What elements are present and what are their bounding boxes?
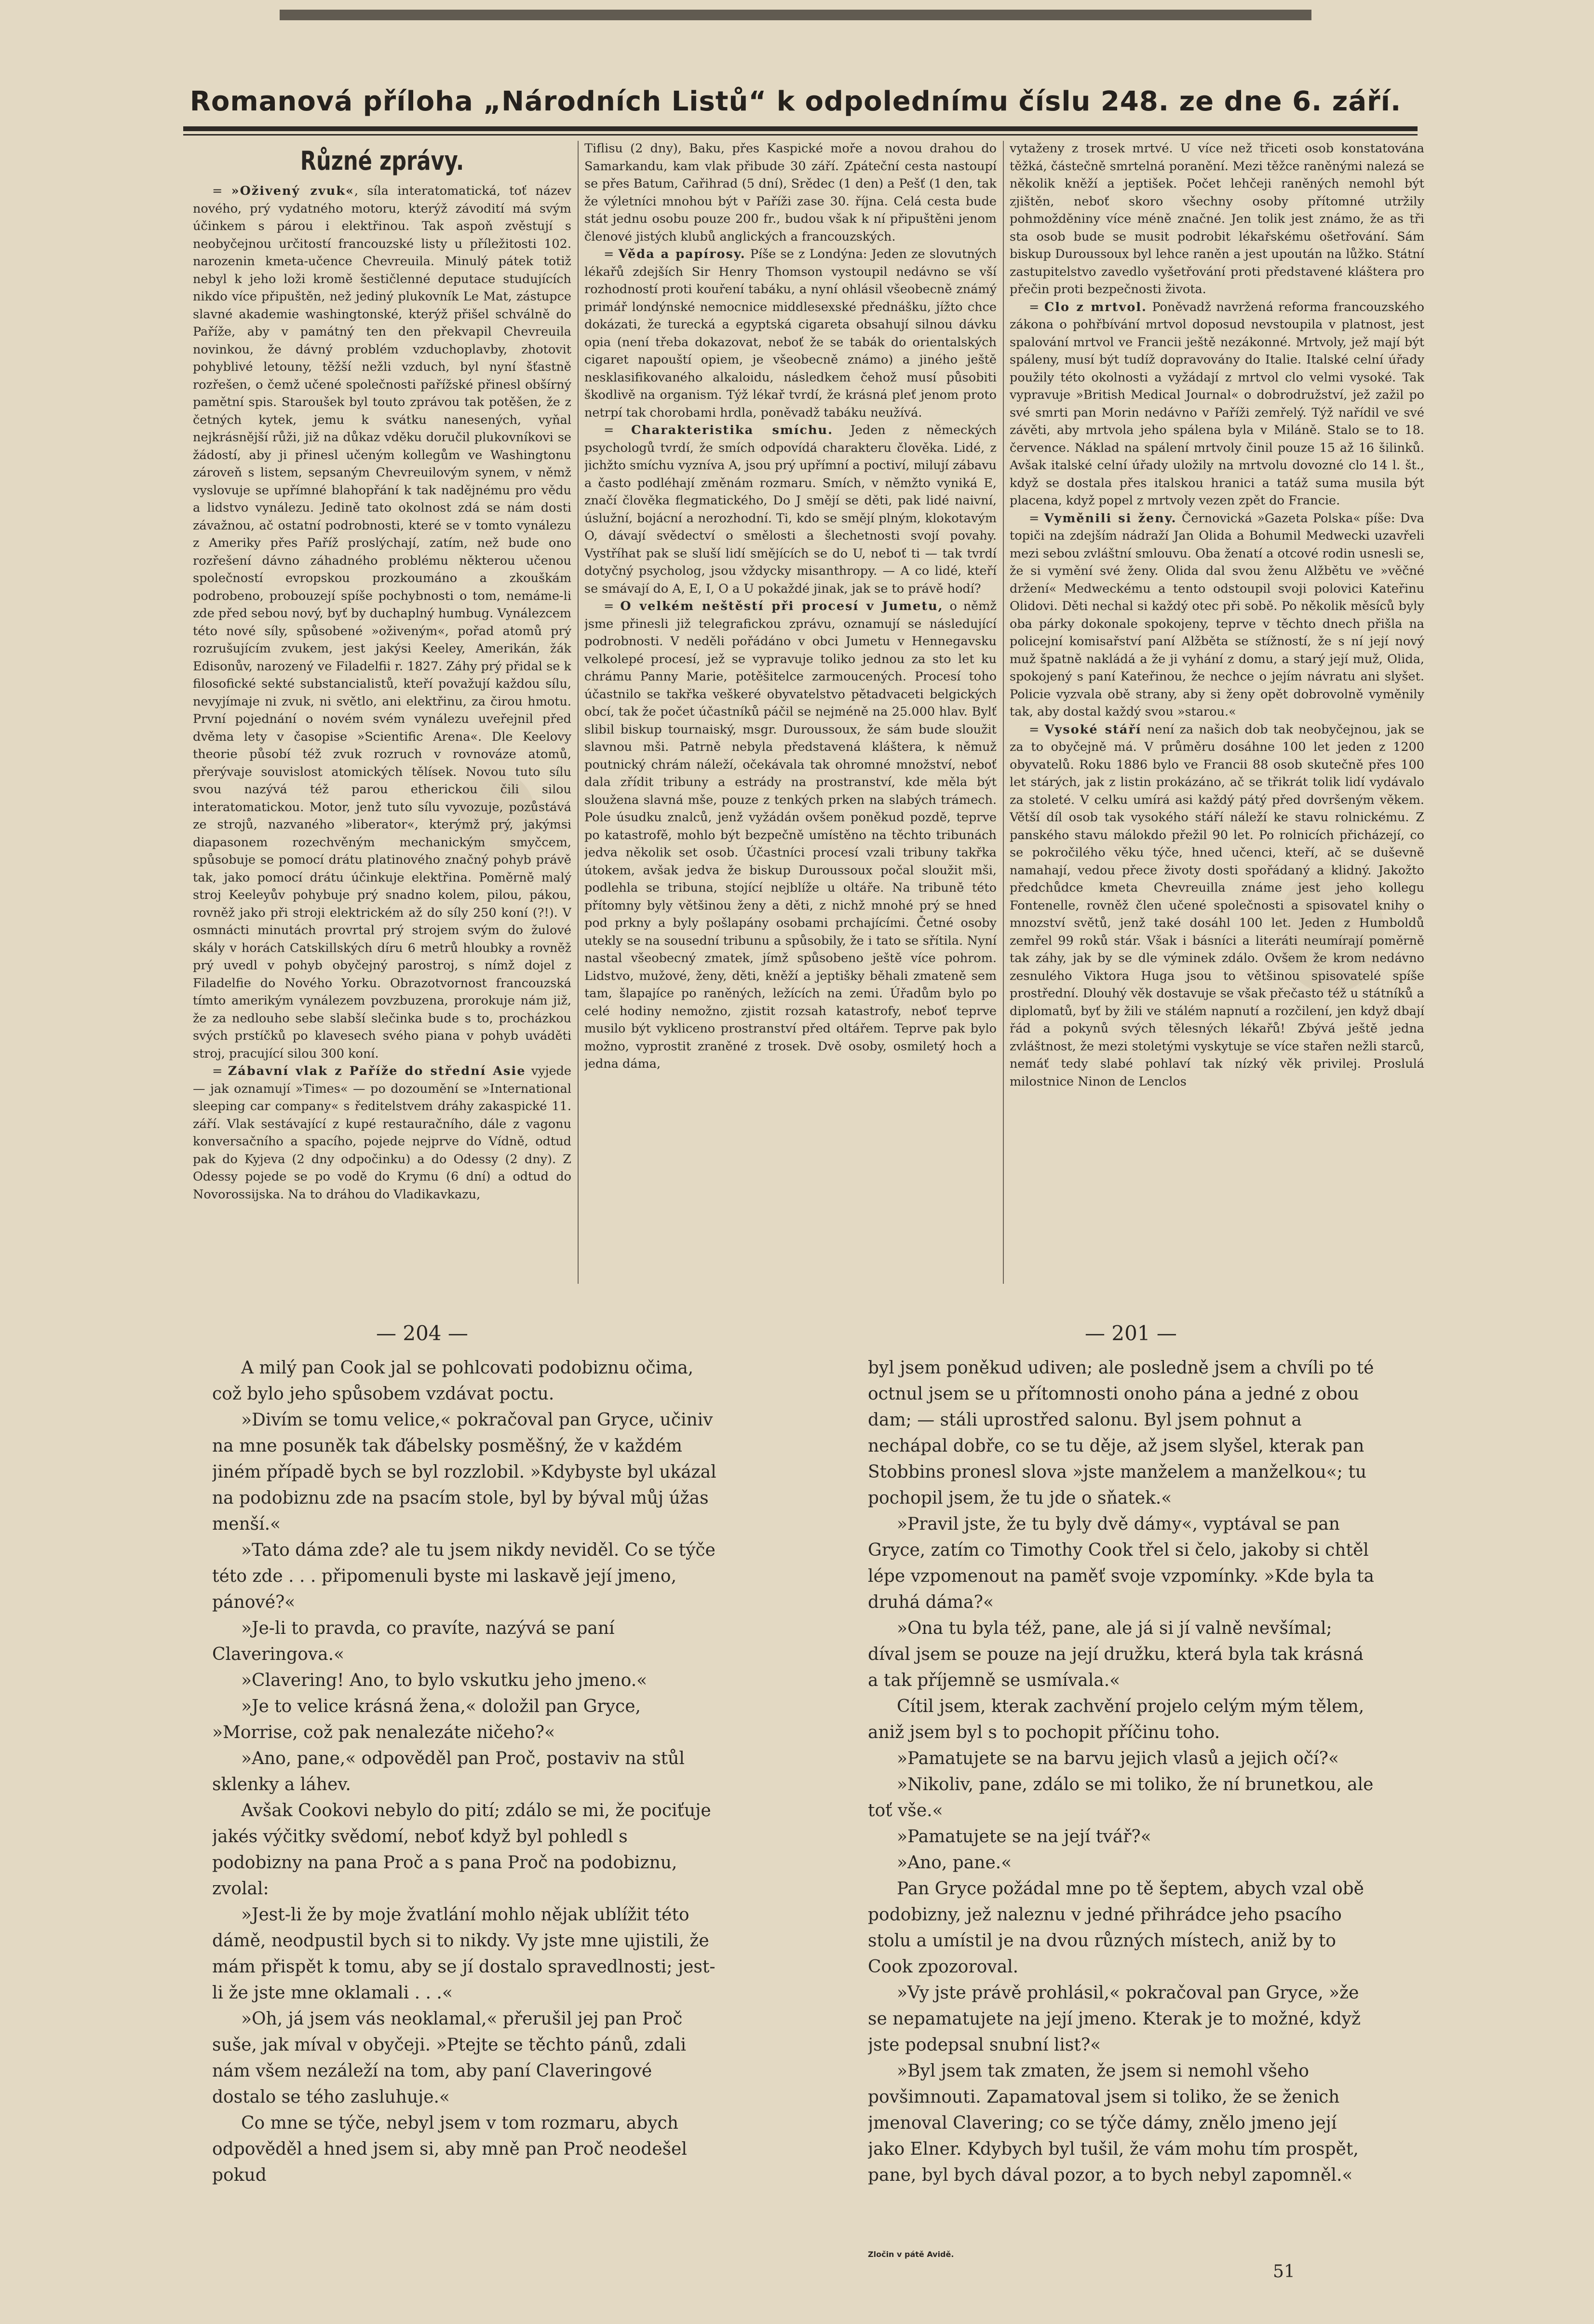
article-text: Píše se z Londýna: Jeden ze slovutných lékařů zdejších Sir Henry Thomson vystoupil nedávno se vší rozhodností proti kouření tabáku, a nyní ohlásil všeobecně známý primář londýnské nemocnice middlesexské přednášku, jížto chce dokázati, že turecká a egyptská cigareta obsahují silnou dávku opia (není třeba dokazovat, neboť že se tabák do orientalských cigaret napouští opiem, je všeobecně známo) a jiného ještě nesklasifikovaného alkaloidu, následkem čehož musí působiti škodlivě na organism. Týž lékař tvrdí, že krásná pleť jenom proto netrpí tak chorobami hrdla, poněvadž tabáku neužívá.: [584, 247, 997, 420]
column-divider: [1003, 141, 1004, 1284]
section-title: Různé zprávy.: [300, 146, 464, 176]
article-vymenili-si-zeny: = Vyměnili si ženy. Černovická »Gazeta Polska« píše: Dva topiči na zdejším nádraží Jan Olida a Bohumil Medwecki uzavřeli mezi sebou zvláštní smlouvu. Oba ženatí a otcové rodin usnesli se, že si vymění své ženy. Olida dal svou ženu Alžbětu ve »věčné držení« Medweckému a tento odstoupil svoji polovici Kateřinu Olidovi. Děti nechal si každý otec při sobě. Po několik měsíců byly oba párky dokonale spokojeny, teprve v těchto dnech přišla na policejní komisařství paní Alžběta se stížností, že s ní její nový muž špatně nakládá a že ji vyhání z domu, a starý její muž, Olida, spokojený s paní Kateřinou, že nechce o jejím návratu ani slyšet. Policie vyzvala obě strany, aby si ženy opět dobrovolně vyměnily tak, aby dostal každý svou »starou.«: [1010, 511, 1424, 719]
novel-excerpt-right: [868, 1355, 1374, 2252]
article-text: Černovická »Gazeta Polska« píše: Dva topiči na zdejším nádraží Jan Olida a Bohumil Medwecki uzavřeli mezi sebou zvláštní smlouvu. Oba ženatí a otcové rodin usnesli se, že si vymění své ženy. Olida dal svou ženu Alžbětu ve »věčné držení« Medweckému a tento odstoupil svoji polovici Kateřinu Olidovi. Děti nechal si každý otec při sobě. Po několik měsíců byly oba párky dokonale spokojeny, teprve v těchto dnech přišla na policejní komisařství paní Alžběta se stížností, že s ní její nový muž špatně nakládá a že ji vyhání z domu, a starý její muž, Olida, spokojený s paní Kateřinou, že nechce o jejím návratu ani slyšet. Policie vyzvala obě strany, aby si ženy opět dobrovolně vyměnily tak, aby dostal každý svou »starou.«: [1010, 511, 1424, 719]
article-keyword: Charakteristika smíchu.: [631, 423, 833, 437]
article-text: vyjede — jak oznamují »Times« — po dozoumění se »International sleeping car company« s ředitelstvem dráhy zakaspické 11. září. Vlak sestávající z kupé restauračního, dále z vagonu konversačního a spacího, pojede nejprve do Vídně, odtud pak do Kyjeva (2 dny odpočinku) a do Odessy (2 dny). Z Odessy pojede se po vodě do Krymu (6 dní) a odtud do Novorossijska. Na to dráhou do Vladikavkazu,: [193, 1064, 571, 1202]
top-edge-rule: [280, 10, 1311, 20]
article-text: o němž jsme přinesli již telegrafickou zprávu, oznamují se následující podrobnosti. V neděli pořádáno v obci Jumetu v Hennegavsku velkolepé procesí, jež se vypravuje toliko jednou za sto let ku chrámu Panny Marie, potěšitelce zarmoucených. Procesí toho účastnilo se takřka veškeré obyvatelstvo pětadvaceti belgických obcí, tak že počet účastníků páčil se nejméně na 25.000 hlav. Bylť slibil biskup tournaiský, msgr. Duroussoux, že sám bude sloužit slavnou mši. Patrně nebyla představená kláštera, k němuž poutnický chrám náleží, očekávala tak ohromné množství, neboť dala zřídit tribuny a estrády na prostranství, kde měla být sloužena slavná mše, pouze z tenkých prken na slabých trámech. Pole úsudku znalců, jenž vyžádán ovšem poněkud pozdě, teprve po katastrofě, mohlo být bezpečně umístěno na těchto tribunách jedva několik set osob. Účastníci procesí vzali tribuny takřka útokem, avšak jedva že biskup Duroussoux počal sloužit mši, podlehla se tribuna, stojící nejblíže u oltáře. Na tribuně této přítomny byly většinou ženy a děti, z nichž mnohé prý se hned pod prkny a byly pošlapány osobami prchajícími. Četné osoby utekly se na sousední tribunu a spůsobily, že i tato se sřítila. Nyní nastal všeobecný zmatek, jímž spůsobeno ještě více pohrom. Lidstvo, mužové, ženy, děti, kněží a jeptišky běhali zmateně sem tam, šlapajíce po raněných, ležících na zemi. Úřadům bylo po celé hodiny nemožno, zjistit rozsah katastrofy, neboť teprve musilo být vykliceno prostranství před oltářem. Teprve pak bylo možno, vyprostit zraněné z trosek. Dvě osoby, osmiletý hoch a jedna dáma,: [584, 599, 997, 1071]
story-paragraph: »Je to velice krásná žena,« doložil pan Gryce, »Morrise, což pak nenalezáte ničeho?«: [212, 1697, 641, 1742]
story-paragraph: »Ano, pane.«: [897, 1853, 1012, 1873]
story-paragraph: A milý pan Cook jal se pohlcovati podobiznu očima, což bylo jeho spůsobem vzdávat poctu.: [212, 1358, 694, 1404]
sheet-number: 51: [1273, 2262, 1295, 2282]
header-rule-thin: [183, 134, 1418, 136]
article-text: Poněvadž navržená reforma francouzského zákona o pohřbívání mrtvol doposud nevstoupila v platnost, jest spalování mrtvol ve Francii ještě nezákonné. Mrtvoly, jež mají být spáleny, musí být tudíž dopravovány do Italie. Italské celní úřady použily této okolnosti a vyžádají z mrtvol clo velmi vysoké. Tak vypravuje »British Medical Journal« o dobrodružství, jež zažil po své smrti pan Morin nedávno v Paříži zemřelý. Týž nařídil ve své závěti, aby mrtvola jeho spálena byla v Miláně. Stalo se to 18. července. Náklad na spálení mrtvoly činil pouze 15 až 16 šilinků. Avšak italské celní úřady uložily na mrtvolu dovozné clo 14 l. št., když se dostala přes italskou hranici a tatáž suma musila být placena, když popel z mrtvoly vezen zpět do Francie.: [1010, 299, 1424, 508]
story-paragraph: Co mne se týče, nebyl jsem v tom rozmaru, abych odpověděl a hned jsem si, aby mně pan Proč neodešel pokud: [212, 2113, 687, 2185]
story-paragraph: Cítil jsem, kterak zachvění projelo celým mým tělem, aniž jsem byl s to pochopit příčinu toho.: [868, 1697, 1364, 1742]
story-paragraph: »Vy jste právě prohlásil,« pokračoval pan Gryce, »že se nepamatujete na její jmeno. Kterak je to možné, když jste podepsal snubní list?«: [868, 1983, 1361, 2055]
article-text: Jeden z německých psychologů tvrdí, že smích odpovídá charakteru člověka. Lidé, z jichžto smíchu vyzníva A, jsou prý upřímní a poctiví, milují zábavu a často podléhají změnám rozmaru. Smích, v němžto vyniká E, značí člověka flegmatického, Do J smějí se děti, pak lidé naivní, úslužní, bojácní a nerozhodní. Ti, kdo se smějí plným, klokotavým O, dávají svědectví o smělosti a šlechetnosti svojí povahy. Vystříhat pak se sluší lidí smějících se do U, neboť ti — tak tvrdí dotyčný psycholog, jsou vždycky misanthropy. — A co lidé, kteří se smávají do A, E, I, O a U pokaždé jinak, jak se to právě hodí?: [584, 423, 997, 596]
right-column: [1010, 140, 1424, 1283]
article-text: není za našich dob tak neobyčejnou, jak se za to obyčejně má. V průměru dosáhne 100 let jeden z 1200 obyvatelů. Roku 1886 bylo ve Francii 88 osob skutečně přes 100 let stárých, jak z listin prokázáno, ač se třikrát tolik lidí vydávalo za stoleté. V celku umírá asi každý pátý před dovršeným věkem. Větší díl osob tak vysokého stáří náleží ke stavu rolnickému. Z panského stavu málokdo přežil 90 let. Po rolnicích přicházejí, co se pokročilého věku týče, hned učenci, kteří, ač se duševně namahají, vedou přece životy dosti spořádaný a klidný. Jakožto předchůdce kmeta Chevreuilla známe jest jeho kollegu Fontenelle, rovněž člen učené společnosti a spisovatel knihy o mnozství světů, jenž také dosáhl 100 let. Jeden z Humboldů zemřel 99 roků stár. Však i básníci a literáti neumírají poměrně tak záhy, jak by se dle výminek zdálo. Ovšem že krom nedávno zesnulého Viktora Huga jsou to většinou spisovatelé spíše prostřední. Dlouhý věk dostavuje se však přečasto též u státníků a diplomatů, byť by žili ve stálém napnutí a rozčilení, jen když dbají řád a pokynů svých tělesných lékařů! Zbývá ještě jedna zvláštnost, že mezi stoletými vyskytuje se více stařen nežli starců, nemáť tedy slabé pohlaví tak nízký věk privilej. Proslulá milostnice Ninon de Lenclos: [1010, 722, 1424, 1089]
article-keyword: Clo z mrtvol.: [1044, 299, 1147, 314]
story-paragraph: »Je-li to pravda, co pravíte, nazývá se paní Claveringova.«: [212, 1618, 615, 1664]
article-continuation: vytaženy z trosek mrtvé. U více než třiceti osob konstatována těžká, částečně smrtelná poranění. Mezi těžce raněnými nalezá se několik kněží a jeptišek. Počet lehčeji raněných nemohl být zjištěn, neboť skoro všechny osoby přítomné utržily pohmožděniny více méně značné. Jen tolik jest známo, že as tři sta osob bude se musit podrobit lékařskému ošetřování. Sám biskup Duroussoux byl lehce raněn a jest upoután na lůžko. Státní zastupitelstvo zavedlo vyšetřování proti představené kláštera pro přečin proti bezpečnosti života.: [1010, 141, 1424, 297]
article-zabavni-vlak: = Zábavní vlak z Paříže do střední Asie vyjede — jak oznamují »Times« — po dozoumění se »International sleeping car company« s ředitelstvem dráhy zakaspické 11. září. Vlak sestávající z kupé restauračního, dále z vagonu konversačního a spacího, pojede nejprve do Vídně, odtud pak do Kyjeva (2 dny odpočinku) a do Odessy (2 dny). Z Odessy pojede se po vodě do Krymu (6 dní) a odtud do Novorossijska. Na to dráhou do Vladikavkazu,: [193, 1064, 571, 1202]
article-oziveny-zvuk: = »Oživený zvuk«, síla interatomatická, toť název nového, prý vydatného motoru, kterýž závodití má svým účinkem s párou i elektřinou. Tak aspoň zvěstují s neobyčejnou určitostí francouzské listy u příležitosti 102. narozenin kmeta-učence Chevreuila. Minulý pátek totiž nebyl k jeho loži kromě šestičlenné deputace studujících nikdo více připuštěn, než jediný plukovník Le Mat, zástupce slavné akademie washingtonské, kterýž přišel schválně do Paříže, aby v památný ten den překvapil Chevreuila novinkou, že dávný problém vzduchoplavby, zhotovit pohyblivé letouny, těžší nežli vzduch, byl nyní šťastně rozřešen, o čemž učené společnosti pařížské přinesl obšírný pamětní spis. Staroušek byl touto zprávou tak potěšen, že z četných kytek, jemu k svátku nanesených, vyňal nejkrásnější růži, již na důkaz vděku doručil plukovníkovi se žádostí, aby ji přinesl učeným kollegům ve Washingtonu zároveň s listem, sepsaným Chevreuilovým synem, v němž vyslovuje se upřímné blahopřání k tak nadějnému pro vědu a lidstvo vynálezu. Jedině tato okolnost zdá se nám dosti závažnou, ač ostatní podrobnosti, které se v tomto vynálezu z Ameriky přes Paříž proslýchají, zatím, než bude ono rozřešení dávno záhadného problému některou učenou společností evropskou prozkoumáno a zkouškám podrobeno, probouzejí spíše pochybnosti o tom, nemáme-li zde před sebou nový, byť by duchaplný humbug. Vynálezcem této nové síly, spůsobené »oživeným«, pořad atomů prý rozrušujícím zvukem, jest jakýsi Keeley, Amerikán, žák Edisonův, narozený ve Filadelfii r. 1827. Záhy prý přidal se k filosofické sekté substancialistů, kteří považují každou sílu, nevyjímaje ni zvuk, ni světlo, ani elektřinu, za čirou hmotu. První pojednání o novém svém vynálezu uveřejnil před dvěma lety v časopise »Scientific Arena«. Dle Keelovy theorie působí též zvuk rozruch v rovnováze atomů, přerývaje souvislost atomických tělísek. Novou tuto sílu svou nazývá též parou etherickou čili silou interatomatickou. Motor, jenž tuto sílu vyvozuje, pozůstává ze strojů, nazvaného »liberator«, kterýmž prý, jakýmsi diapasonem rozechvěným mechanickým smyčcem, spůsobuje se pomocí drátu platinového značný pohyb právě tak, jako pomocí drátu účinkuje elektřina. Poměrně malý stroj Keeleyův pohybuje prý snadno kolem, pilou, pákou, rovněž jako při stroji elektrickém až do síly 250 koní (?!). V osmnácti minutách provrtal prý strojem svým do žulové skály v horách Catskillských díru 6 metrů hloubky a rovněž prý uvedl v pohyb obyčejný parostroj, s nímž dojel z Filadelfie do Nového Yorku. Obrazotvornost francouzská tímto amerikým vynálezem povzbuzena, prorokuje nám již, že za nedlouho sebe slabší slečinka bude s to, procházkou svých prstíčků po klavesech svého piana v pohyb uváděti stroj, pracující silou 300 koní.: [193, 184, 571, 1061]
article-keyword: »Oživený zvuk«: [231, 184, 354, 198]
left-column: [193, 140, 571, 1283]
story-paragraph: Avšak Cookovi nebylo do pití; zdálo se mi, že pociťuje jakés výčitky svědomí, neboť když byl pohledl s podobizny na pana Proč a s pana Proč na podobiznu, zvolal:: [212, 1801, 711, 1899]
story-paragraph: byl jsem poněkud udiven; ale posledně jsem a chvíli po té octnul jsem se u přítomnosti onoho pána a jedné z obou dam; — stáli uprostřed salonu. Byl jsem pohnut a nechápal dobře, co se tu děje, až jsem slyšel, kterak pan Stobbins pronesl slova »jste manželem a manželkou«; tu pochopil jsem, že tu jde o sňatek.«: [868, 1358, 1374, 1508]
article-keyword: Vysoké stáří: [1044, 722, 1142, 737]
story-paragraph: »Pamatujete se na její tvář?«: [897, 1827, 1151, 1847]
story-paragraph: »Nikoliv, pane, zdálo se mi toliko, že ní brunetkou, ale toť vše.«: [868, 1775, 1374, 1821]
article-keyword: Vyměnili si ženy.: [1044, 511, 1177, 526]
header-rule: [183, 126, 1418, 131]
story-paragraph: »Oh, já jsem vás neoklamal,« přerušil jej pan Proč suše, jak míval v obyčeji. »Ptejte se těchto pánů, zdali nám všem nezáleží na tom, aby paní Claveringové dostalo se tého zasluhuje.«: [212, 2009, 687, 2107]
story-paragraph: »Divím se tomu velice,« pokračoval pan Gryce, učiniv na mne posuněk tak ďábelsky posměšný, že v každém jiném případě bych se byl rozzlobil. »Kdybyste byl ukázal na podobiznu zde na psacím stole, byl by býval můj úžas menší.«: [212, 1410, 716, 1534]
article-charakteristika-smichu: = Charakteristika smíchu. Jeden z německých psychologů tvrdí, že smích odpovídá charakteru člověka. Lidé, z jichžto smíchu vyzníva A, jsou prý upřímní a poctiví, milují zábavu a často podléhají změnám rozmaru. Smích, v němžto vyniká E, značí člověka flegmatického, Do J smějí se děti, pak lidé naivní, úslužní, bojácní a nerozhodní. Ti, kdo se smějí plným, klokotavým O, dávají svědectví o smělosti a šlechetnosti svojí povahy. Vystříhat pak se sluší lidí smějících se do U, neboť ti — tak tvrdí dotyčný psycholog, jsou vždycky misanthropy. — A co lidé, kteří se smávají do A, E, I, O a U pokaždé jinak, jak se to právě hodí?: [584, 423, 997, 596]
article-continuation: Tiflisu (2 dny), Baku, přes Kaspické moře a novou drahou do Samarkandu, kam vlak přibude 30 září. Zpáteční cesta nastoupí se přes Batum, Cařihrad (5 dní), Srědec (1 den) a Pešť (1 den, tak že výletníci mnohou být v Paříži zase 30. října. Celá cesta bude stát jednu osobu pouze 200 fr., budou však k ní připuštěni jenom členové jistých klubů anglických a francouzských.: [584, 141, 997, 244]
article-clo-z-mrtvol: = Clo z mrtvol. Poněvadž navržená reforma francouzského zákona o pohřbívání mrtvol doposud nevstoupila v platnost, jest spalování mrtvol ve Francii ještě nezákonné. Mrtvoly, jež mají být spáleny, musí být tudíž dopravovány do Italie. Italské celní úřady použily této okolnosti a vyžádají z mrtvol clo velmi vysoké. Tak vypravuje »British Medical Journal« o dobrodružství, jež zažil po své smrti pan Morin nedávno v Paříži zemřelý. Týž nařídil ve své závěti, aby mrtvola jeho spálena byla v Miláně. Stalo se to 18. července. Náklad na spálení mrtvoly činil pouze 15 až 16 šilinků. Avšak italské celní úřady uložily na mrtvolu dovozné clo 14 l. št., když se dostala přes italskou hranici a tatáž suma musila být placena, když popel z mrtvoly vezen zpět do Francie.: [1010, 299, 1424, 508]
story-paragraph: Pan Gryce požádal mne po tě šeptem, abych vzal obě podobizny, jež naleznu v jedné přihrádce jeho psacího stolu a umístil je na dvou různých místech, aniž by to Cook zpozoroval.: [868, 1879, 1364, 1977]
story-paragraph: »Byl jsem tak zmaten, že jsem si nemohl všeho povšimnouti. Zapamatoval jsem si toliko, že se ženich jmenoval Clavering; co se týče dámy, znělo jmeno její jako Elner. Kdybych byl tušil, že vám mohu tím prospět, pane, byl bych dával pozor, a to bych nebyl zapomněl.«: [868, 2061, 1359, 2185]
column-divider: [578, 141, 579, 1284]
middle-column: [584, 140, 997, 1283]
page-number-right: — 201 —: [1085, 1321, 1177, 1345]
article-vysoke-stari: = Vysoké stáří není za našich dob tak neobyčejnou, jak se za to obyčejně má. V průměru dosáhne 100 let jeden z 1200 obyvatelů. Roku 1886 bylo ve Francii 88 osob skutečně přes 100 let stárých, jak z listin prokázáno, ač se třikrát tolik lidí vydávalo za stoleté. V celku umírá asi každý pátý před dovršeným věkem. Větší díl osob tak vysokého stáří náleží ke stavu rolnickému. Z panského stavu málokdo přežil 90 let. Po rolnicích přicházejí, co se pokročilého věku týče, hned učenci, kteří, ač se duševně namahají, vedou přece životy dosti spořádaný a klidný. Jakožto předchůdce kmeta Chevreuilla známe jest jeho kollegu Fontenelle, rovněž člen učené společnosti a spisovatel knihy o mnozství světů, jenž také dosáhl 100 let. Jeden z Humboldů zemřel 99 roků stár. Však i básníci a literáti neumírají poměrně tak záhy, jak by se dle výminek zdálo. Ovšem že krom nedávno zesnulého Viktora Huga jsou to většinou spisovatelé spíše prostřední. Dlouhý věk dostavuje se však přečasto též u státníků a diplomatů, byť by žili ve stálém napnutí a rozčilení, jen když dbají řád a pokynů svých tělesných lékařů! Zbývá ještě jedna zvláštnost, že mezi stoletými vyskytuje se více stařen nežli starců, nemáť tedy slabé pohlaví tak nízký věk privilej. Proslulá milostnice Ninon de Lenclos: [1010, 722, 1424, 1089]
article-keyword: O velkém neštěstí při procesí v Jumetu,: [620, 599, 944, 613]
story-paragraph: »Pravil jste, že tu byly dvě dámy«, vyptával se pan Gryce, zatím co Timothy Cook třel si čelo, jakoby si chtěl lépe vzpomenout na paměť svoje vzpomínky. »Kde byla ta druhá dáma?«: [868, 1514, 1374, 1612]
story-paragraph: »Jest-li že by moje žvatlání mohlo nějak ublížit této dámě, neodpustil bych si to nikdy. Vy jste mne ujistili, že mám přispět k tomu, aby se jí dostalo spravedlnosti; jest-li že jste mne oklamali . . .«: [212, 1905, 716, 2003]
story-paragraph: »Ona tu byla též, pane, ale já si jí valně nevšímal; díval jsem se pouze na její družku, která byla tak krásná a tak příjemně se usmívala.«: [868, 1618, 1364, 1690]
article-nestesti-jumet: = O velkém neštěstí při procesí v Jumetu, o němž jsme přinesli již telegrafickou zprávu, oznamují se následující podrobnosti. V neděli pořádáno v obci Jumetu v Hennegavsku velkolepé procesí, jež se vypravuje toliko jednou za sto let ku chrámu Panny Marie, potěšitelce zarmoucených. Procesí toho účastnilo se takřka veškeré obyvatelstvo pětadvaceti belgických obcí, tak že počet účastníků páčil se nejméně na 25.000 hlav. Bylť slibil biskup tournaiský, msgr. Duroussoux, že sám bude sloužit slavnou mši. Patrně nebyla představená kláštera, k němuž poutnický chrám náleží, očekávala tak ohromné množství, neboť dala zřídit tribuny a estrády na prostranství, kde měla být sloužena slavná mše, pouze z tenkých prken na slabých trámech. Pole úsudku znalců, jenž vyžádán ovšem poněkud pozdě, teprve po katastrofě, mohlo být bezpečně umístěno na těchto tribunách jedva několik set osob. Účastníci procesí vzali tribuny takřka útokem, avšak jedva že biskup Duroussoux počal sloužit mši, podlehla se tribuna, stojící nejblíže u oltáře. Na tribuně této přítomny byly většinou ženy a děti, z nichž mnohé prý se hned pod prkny a byly pošlapány osobami prchajícími. Četné osoby utekly se na sousední tribunu a spůsobily, že i tato se sřítila. Nyní nastal všeobecný zmatek, jímž spůsobeno ještě více pohrom. Lidstvo, mužové, ženy, děti, kněží a jeptišky běhali zmateně sem tam, šlapajíce po raněných, ležících na zemi. Úřadům bylo po celé hodiny nemožno, zjistit rozsah katastrofy, neboť teprve musilo být vykliceno prostranství před oltářem. Teprve pak bylo možno, vyprostit zraněné z trosek. Dvě osoby, osmiletý hoch a jedna dáma,: [584, 599, 997, 1071]
story-paragraph: »Clavering! Ano, to bylo vskutku jeho jmeno.«: [241, 1671, 648, 1690]
story-paragraph: »Ano, pane,« odpověděl pan Proč, postaviv na stůl sklenky a láhev.: [212, 1749, 685, 1794]
article-keyword: Věda a papírosy.: [618, 247, 746, 261]
novel-excerpt-left: [212, 1355, 718, 2252]
article-keyword: Zábavní vlak z Paříže do střední Asie: [228, 1064, 526, 1078]
footer-signature: Zločin v pátě Avidě.: [868, 2250, 954, 2259]
story-paragraph: »Tato dáma zde? ale tu jsem nikdy neviděl. Co se týče této zde . . . připomenuli byste mi laskavě její jmeno, pánové?«: [212, 1540, 716, 1612]
page-header: Romanová příloha „Národních Listů“ k odpolednímu číslu 248. ze dne 6. září.: [189, 86, 1402, 117]
story-paragraph: »Pamatujete se na barvu jejich vlasů a jejich očí?«: [897, 1749, 1339, 1768]
article-veda-papirosy: = Věda a papírosy. Píše se z Londýna: Jeden ze slovutných lékařů zdejších Sir Henry Thomson vystoupil nedávno se vší rozhodností proti kouření tabáku, a nyní ohlásil všeobecně známý primář londýnské nemocnice middlesexské přednášku, jížto chce dokázati, že turecká a egyptská cigareta obsahují silnou dávku opia (není třeba dokazovat, neboť že se tabák do orientalských cigaret napouští opiem, je všeobecně známo) a jiného ještě nesklasifikovaného alkaloidu, následkem čehož musí působiti škodlivě na organism. Týž lékař tvrdí, že krásná pleť jenom proto netrpí tak chorobami hrdla, poněvadž tabáku neužívá.: [584, 247, 997, 420]
article-text: , síla interatomatická, toť název nového, prý vydatného motoru, kterýž závodití má svým účinkem s párou i elektřinou. Tak aspoň zvěstují s neobyčejnou určitostí francouzské listy u příležitosti 102. narozenin kmeta-učence Chevreuila. Minulý pátek totiž nebyl k jeho loži kromě šestičlenné deputace studujících nikdo více připuštěn, než jediný plukovník Le Mat, zástupce slavné akademie washingtonské, kterýž přišel schválně do Paříže, aby v památný ten den překvapil Chevreuila novinkou, že dávný problém vzduchoplavby, zhotovit pohyblivé letouny, těžší nežli vzduch, byl nyní šťastně rozřešen, o čemž učené společnosti pařížské přinesl obšírný pamětní spis. Staroušek byl touto zprávou tak potěšen, že z četných kytek, jemu k svátku nanesených, vyňal nejkrásnější růži, již na důkaz vděku doručil plukovníkovi se žádostí, aby ji přinesl učeným kollegům ve Washingtonu zároveň s listem, sepsaným Chevreuilovým synem, v němž vyslovuje se upřímné blahopřání k tak nadějnému pro vědu a lidstvo vynálezu. Jedině tato okolnost zdá se nám dosti závažnou, ač ostatní podrobnosti, které se v tomto vynálezu z Ameriky přes Paříž proslýchají, zatím, než bude ono rozřešení dávno záhadného problému některou učenou společností evropskou prozkoumáno a zkouškám podrobeno, probouzejí spíše pochybnosti o tom, nemáme-li zde před sebou nový, byť by duchaplný humbug. Vynálezcem této nové síly, spůsobené »oživeným«, pořad atomů prý rozrušujícím zvukem, jest jakýsi Keeley, Amerikán, žák Edisonův, narozený ve Filadelfii r. 1827. Záhy prý přidal se k filosofické sekté substancialistů, kteří považují každou sílu, nevyjímaje ni zvuk, ni světlo, ani elektřinu, za čirou hmotu. První pojednání o novém svém vynálezu uveřejnil před dvěma lety v časopise »Scientific Arena«. Dle Keelovy theorie působí též zvuk rozruch v rovnováze atomů, přerývaje souvislost atomických tělísek. Novou tuto sílu svou nazývá též parou etherickou čili silou interatomatickou. Motor, jenž tuto sílu vyvozuje, pozůstává ze strojů, nazvaného »liberator«, kterýmž prý, jakýmsi diapasonem rozechvěným mechanickým smyčcem, spůsobuje se pomocí drátu platinového značný pohyb právě tak, jako pomocí drátu účinkuje elektřina. Poměrně malý stroj Keeleyův pohybuje prý snadno kolem, pilou, pákou, rovněž jako při stroji elektrickém až do síly 250 koní (?!). V osmnácti minutách provrtal prý strojem svým do žulové skály v horách Catskillských díru 6 metrů hloubky a rovněž prý uvedl v pohyb obyčejný parostroj, s nímž dojel z Filadelfie do Nového Yorku. Obrazotvornost francouzská tímto amerikým vynálezem povzbuzena, prorokuje nám již, že za nedlouho sebe slabší slečinka bude s to, procházkou svých prstíčků po klavesech svého piana v pohyb uváděti stroj, pracující silou 300 koní.: [193, 184, 571, 1061]
page-number-left: — 204 —: [376, 1321, 468, 1345]
